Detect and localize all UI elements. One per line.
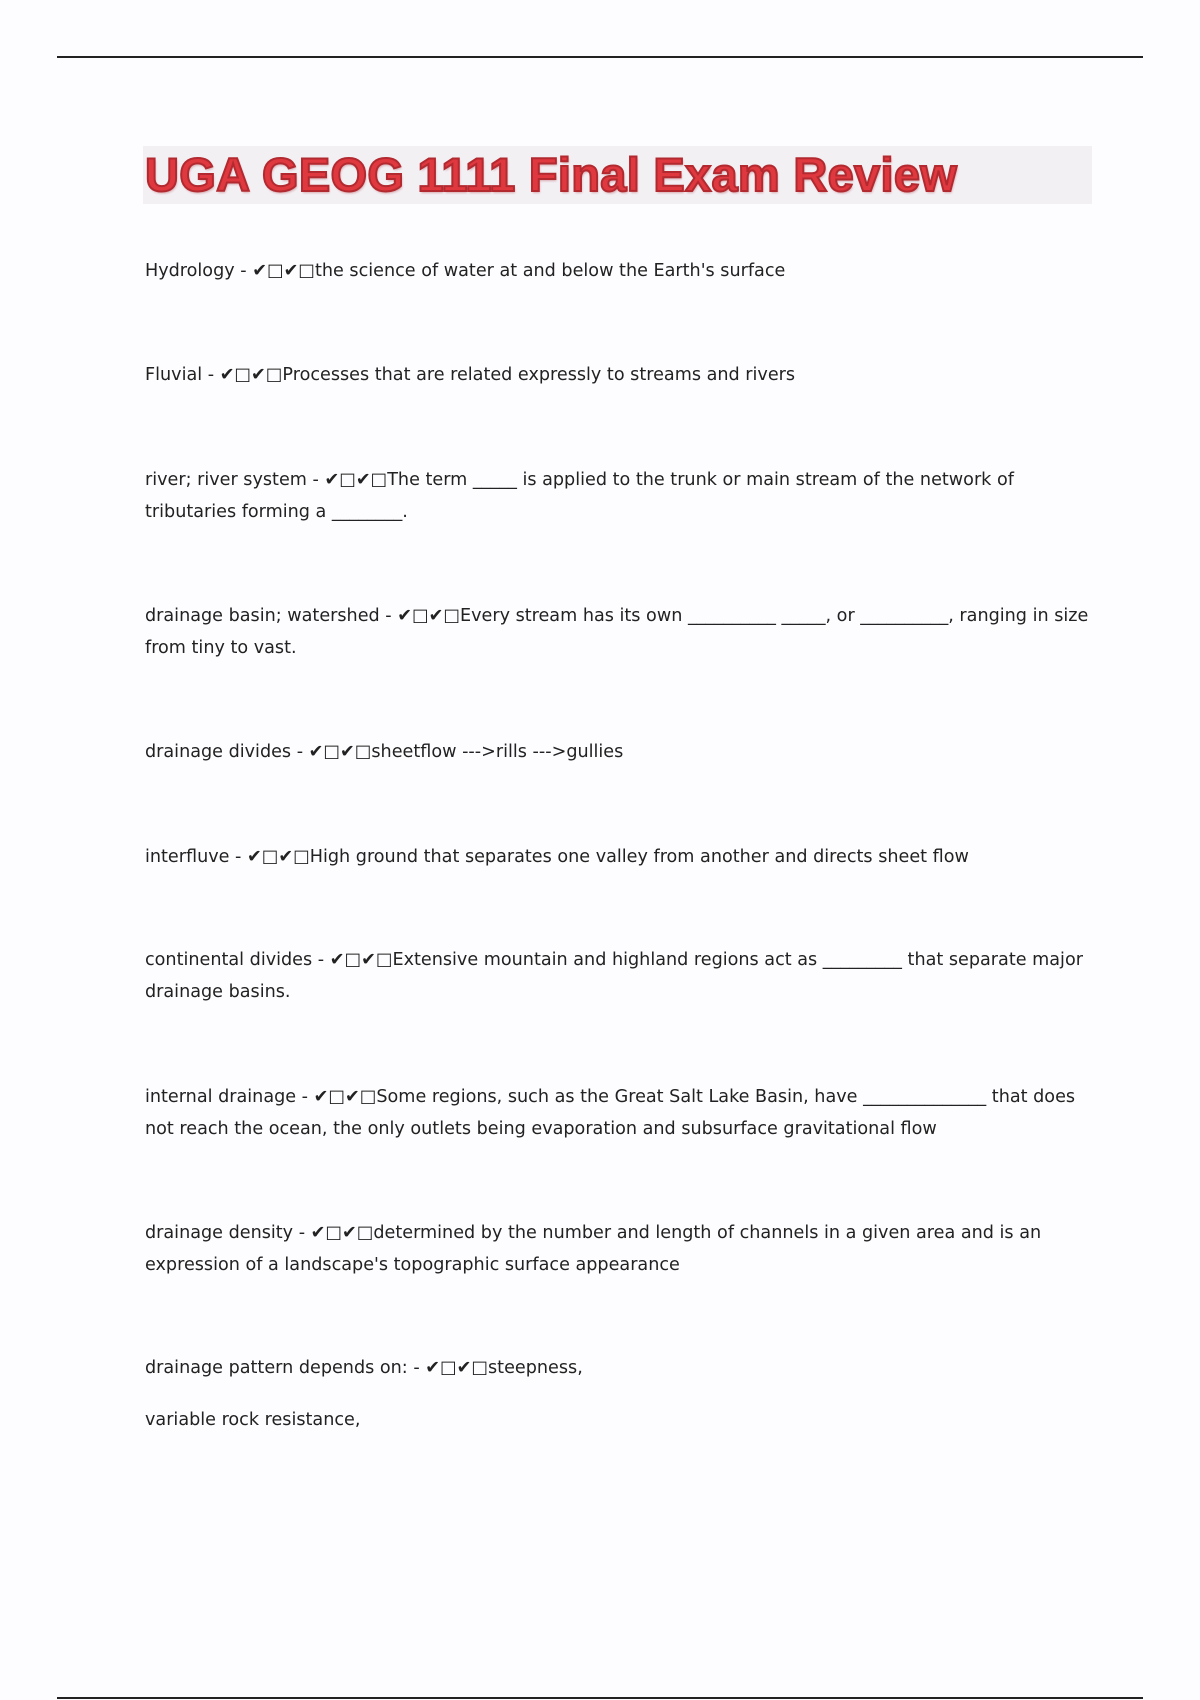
- entry-definition: Every stream has its own __________ _____, or __________, ranging in size from tiny to vast.: [145, 606, 1089, 658]
- check-marker: ✔□✔□: [247, 847, 310, 867]
- entry-internal-drainage: internal drainage - ✔□✔□Some regions, such as the Great Salt Lake Basin, have ______________ that does not reach the ocean, the only outlets being evaporation and subsurface gravitational flow: [145, 1087, 1076, 1139]
- footer-rule: [57, 1697, 1143, 1699]
- check-marker: ✔□✔□: [252, 261, 315, 281]
- check-marker: ✔□✔□: [310, 1223, 374, 1243]
- page-title: UGA GEOG 1111 Final Exam Review: [145, 148, 958, 201]
- entry-drainage-pattern: drainage pattern depends on: - ✔□✔□steepness, variable rock resistance,: [145, 1352, 1095, 1436]
- check-marker: ✔□✔□: [329, 950, 393, 970]
- entry-term: drainage density: [145, 1223, 294, 1243]
- entry-definition: determined by the number and length of channels in a given area and is an expression of a landscape's topographic surface appearance: [145, 1223, 1042, 1275]
- entry-term: drainage pattern depends on:: [145, 1358, 408, 1378]
- entry-term: drainage basin; watershed: [145, 606, 380, 626]
- check-marker: ✔□✔□: [308, 742, 372, 762]
- check-marker: ✔□✔□: [219, 365, 283, 385]
- entry-drainage-basin: drainage basin; watershed - ✔□✔□Every stream has its own __________ _____, or __________, ranging in size from tiny to vast.: [145, 606, 1089, 658]
- entry-definition: High ground that separates one valley from another and directs sheet flow: [309, 847, 969, 867]
- entry-term: continental divides: [145, 950, 313, 970]
- entry-definition: Extensive mountain and highland regions act as _________ that separate major drainage basins.: [145, 950, 1083, 1002]
- entry-hydrology: Hydrology - ✔□✔□the science of water at and below the Earth's surface: [145, 261, 786, 281]
- entry-term: interfluve: [145, 847, 230, 867]
- entry-fluvial: Fluvial - ✔□✔□Processes that are related expressly to streams and rivers: [145, 365, 796, 385]
- entry-definition: the science of water at and below the Earth's surface: [314, 261, 786, 281]
- entry-definition: steepness,: [488, 1358, 583, 1378]
- header-rule: [57, 56, 1143, 58]
- entry-continental-divides: continental divides - ✔□✔□Extensive mountain and highland regions act as _________ that separate major drainage basins.: [145, 950, 1083, 1002]
- entry-interfluve: interfluve - ✔□✔□High ground that separates one valley from another and directs sheet flow: [145, 847, 969, 867]
- entry-term: Fluvial: [145, 365, 203, 385]
- entry-drainage-divides: drainage divides - ✔□✔□sheetflow --->rills --->gullies: [145, 742, 624, 762]
- entry-term: internal drainage: [145, 1087, 297, 1107]
- entry-definition: Processes that are related expressly to streams and rivers: [282, 365, 796, 385]
- entry-drainage-density: drainage density - ✔□✔□determined by the number and length of channels in a given area and is an expression of a landscape's topographic surface appearance: [145, 1223, 1042, 1275]
- entry-continuation: variable rock resistance,: [145, 1410, 361, 1430]
- check-marker: ✔□✔□: [324, 470, 388, 490]
- check-marker: ✔□✔□: [425, 1358, 489, 1378]
- check-marker: ✔□✔□: [313, 1087, 377, 1107]
- entry-term: drainage divides: [145, 742, 292, 762]
- entry-definition: The term _____ is applied to the trunk or main stream of the network of tributaries forming a ________.: [145, 470, 1014, 522]
- entry-term: river; river system: [145, 470, 307, 490]
- entry-term: Hydrology: [145, 261, 235, 281]
- entry-definition: sheetflow --->rills --->gullies: [371, 742, 624, 762]
- check-marker: ✔□✔□: [397, 606, 460, 626]
- entry-definition: Some regions, such as the Great Salt Lake Basin, have ______________ that does not reach the ocean, the only outlets being evaporation and subsurface gravitational flow: [145, 1087, 1076, 1139]
- entry-river-system: river; river system - ✔□✔□The term _____ is applied to the trunk or main stream of the network of tributaries forming a ________.: [145, 470, 1014, 522]
